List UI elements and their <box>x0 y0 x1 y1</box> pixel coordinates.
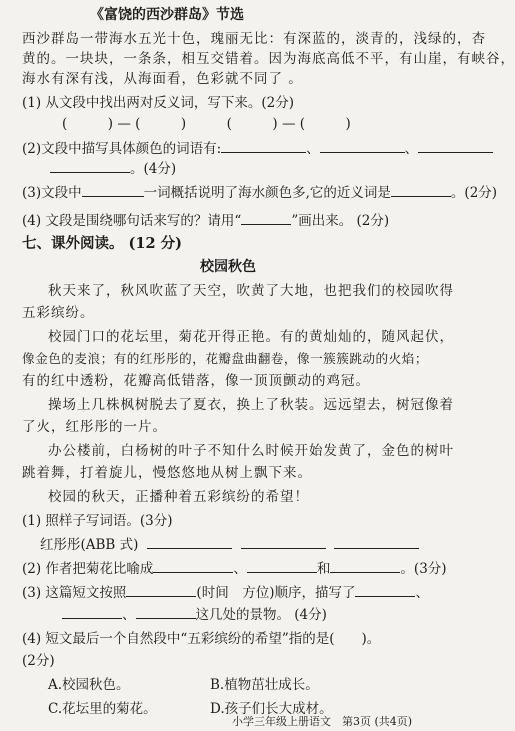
question-6-4-b: ”画出来。 (2分) <box>291 213 390 229</box>
answer-blank[interactable] <box>82 184 144 197</box>
passage-line: 秋天来了，秋风吹蓝了天空，吹黄了大地，也把我们的校园吹得 <box>48 283 454 299</box>
question-6-3-c: 。(2分) <box>450 185 498 201</box>
question-7-2: (2) 作者把菊花比喻成 、 和 。(3分) <box>22 561 447 577</box>
answer-blank[interactable] <box>320 140 405 153</box>
answer-blank[interactable] <box>418 140 493 153</box>
passage-line: 校园门口的花坛里，菊花开得正艳。有的黄灿灿的，随风起伏， <box>48 329 454 345</box>
question-6-2-cont <box>50 160 176 178</box>
page-footer: 小学三年级上册语文 第3页 (共4页) <box>232 715 413 728</box>
answer-blank[interactable] <box>241 212 291 225</box>
question-7-2-b: 和 <box>316 561 331 577</box>
passage-line: 办公楼前，白杨树的叶子不知什么时候开始发黄了，金色的树叶 <box>48 443 454 459</box>
question-6-2: (2)文段中描写具体颜色的词语有: 、 、 <box>22 140 493 158</box>
answer-blank[interactable] <box>62 606 122 619</box>
question-6-2-points: 。(4分) <box>130 161 177 177</box>
answer-blank[interactable] <box>334 536 419 549</box>
answer-blank[interactable] <box>136 606 196 619</box>
answer-blank[interactable] <box>391 184 451 197</box>
passage-line: 五彩缤纷。 <box>22 305 95 321</box>
passage-line: 像金色的麦浪；有的红彤彤的，花瓣盘曲翻卷，像一簇簇跳动的火焰； <box>22 351 428 366</box>
answer-blank[interactable] <box>153 560 233 573</box>
question-6-4-a: (4) 文段是围绕哪句话来写的？请用“ <box>22 213 242 229</box>
question-7-3-a: (3) 这篇短文按照 <box>22 585 127 601</box>
answer-blank[interactable] <box>241 536 326 549</box>
answer-blank[interactable] <box>247 560 317 573</box>
antonym-answer-pairs[interactable]: ( ) — ( ) ( ) — ( ) <box>62 116 351 132</box>
section-7-header: 七、课外阅读。 (12 分) <box>22 235 182 252</box>
answer-blank[interactable] <box>355 584 415 597</box>
answer-blank[interactable] <box>50 160 130 173</box>
question-7-3-c: 这几处的景物。 (4分) <box>195 607 327 623</box>
question-6-3-b: 一词概括说明了海水颜色多,它的近义词是 <box>143 185 391 201</box>
passage-line: 了火，红彤彤的一片。 <box>22 419 167 435</box>
question-6-3-a: (3)文段中 <box>22 185 82 201</box>
passage-line: 校园的秋天，正播种着五彩缤纷的希望！ <box>48 489 309 505</box>
passage-line: 操场上几株枫树脱去了夏衣，换上了秋装。远远望去，树冠像着 <box>48 397 454 413</box>
passage-title-xisha: 《富饶的西沙群岛》节选 <box>90 7 244 23</box>
question-7-2-c: 。(3分) <box>400 561 447 577</box>
question-7-4: (4) 短文最后一个自然段中“五彩缤纷的希望”指的是( )。 <box>22 631 381 647</box>
question-7-3-b: (时间 方位)顺序，描写了 <box>196 585 356 601</box>
question-6-4 <box>22 212 389 230</box>
option-d[interactable]: D.孩子们长大成材。 <box>210 701 333 717</box>
option-a[interactable]: A.校园秋色。 <box>48 677 130 693</box>
passage-line: 有的红中透粉，花瓣高低错落，像一顶顶颤动的鸡冠。 <box>22 373 370 389</box>
question-7-4-points: (2分) <box>22 653 55 669</box>
question-7-2-a: (2) 作者把菊花比喻成 <box>22 561 154 577</box>
example-word: 红彤彤(ABB 式) <box>40 537 139 553</box>
question-7-3-cont: 、 这几处的景物。 (4分) <box>62 606 327 624</box>
passage-line: 西沙群岛一带海水五光十色，瑰丽无比：有深蓝的，淡青的，浅绿的，杏 <box>22 31 486 47</box>
question-7-1-example <box>40 536 419 554</box>
passage-line: 海水有深有浅，从海面看，色彩就不同了 。 <box>22 71 303 87</box>
question-6-3 <box>22 184 497 202</box>
option-b[interactable]: B.植物茁壮成长。 <box>210 677 319 693</box>
passage-line: 跳着舞，打着旋儿，慢悠悠地从树上飘下来。 <box>22 465 312 481</box>
question-6-2-text: (2)文段中描写具体颜色的词语有: <box>22 141 222 157</box>
question-7-3: (3) 这篇短文按照 (时间 方位)顺序，描写了 、 <box>22 585 429 601</box>
answer-blank[interactable] <box>147 536 232 549</box>
answer-blank[interactable] <box>126 584 196 597</box>
passage-line: 黄的。一块块，一条条，相互交错着。因为海底高低不平，有山崖，有峡谷， <box>22 51 515 67</box>
option-c[interactable]: C.花坛里的菊花。 <box>48 701 157 717</box>
passage-title-autumn: 校园秋色 <box>200 259 256 275</box>
question-7-1: (1) 照样子写词语。(3分) <box>22 513 173 529</box>
question-6-1: (1) 从文段中找出两对反义词，写下来。(2分) <box>22 95 295 111</box>
answer-blank[interactable] <box>330 560 400 573</box>
answer-blank[interactable] <box>221 140 306 153</box>
